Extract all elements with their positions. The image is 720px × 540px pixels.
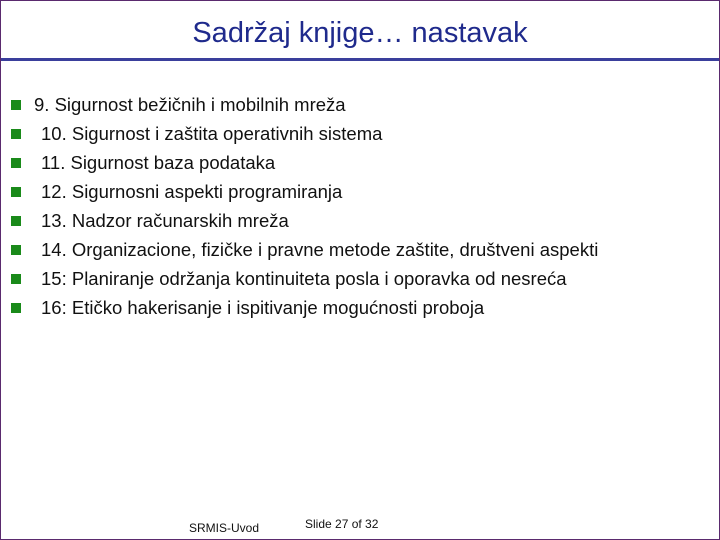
footer-course-label: SRMIS-Uvod xyxy=(189,521,260,535)
list-item xyxy=(11,177,598,206)
list-item xyxy=(11,206,598,235)
green-square-bullet-icon xyxy=(11,245,21,255)
bullet-list xyxy=(11,90,598,322)
list-item xyxy=(11,264,598,293)
list-item xyxy=(11,293,598,322)
slide-title: Sadržaj knjige… nastavak xyxy=(192,17,528,49)
list-item-text: 15: Planiranje održanja kontinuiteta posla i oporavka od nesreća xyxy=(41,267,567,289)
green-square-bullet-icon xyxy=(11,303,21,313)
title-divider xyxy=(1,58,719,61)
green-square-bullet-icon xyxy=(11,158,21,168)
list-item-text: 16: Etičko hakerisanje i ispitivanje mogućnosti proboja xyxy=(41,296,485,318)
green-square-bullet-icon xyxy=(11,274,21,284)
green-square-bullet-icon xyxy=(11,216,21,226)
list-item xyxy=(11,235,598,264)
green-square-bullet-icon xyxy=(11,100,21,110)
list-item-text: 12. Sigurnosni aspekti programiranja xyxy=(41,180,343,202)
list-item-text: 14. Organizacione, fizičke i pravne metode zaštite, društveni aspekti xyxy=(41,238,599,260)
list-item xyxy=(11,148,598,177)
list-item-text: 10. Sigurnost i zaštita operativnih sistema xyxy=(41,122,383,144)
footer-slide-number: Slide 27 of 32 xyxy=(305,517,379,531)
list-item-text: 9. Sigurnost bežičnih i mobilnih mreža xyxy=(34,93,346,115)
list-item xyxy=(11,119,598,148)
list-item xyxy=(11,90,598,119)
list-item-text: 13. Nadzor računarskih mreža xyxy=(41,209,289,231)
list-item-text: 11. Sigurnost baza podataka xyxy=(41,151,276,173)
green-square-bullet-icon xyxy=(11,129,21,139)
green-square-bullet-icon xyxy=(11,187,21,197)
